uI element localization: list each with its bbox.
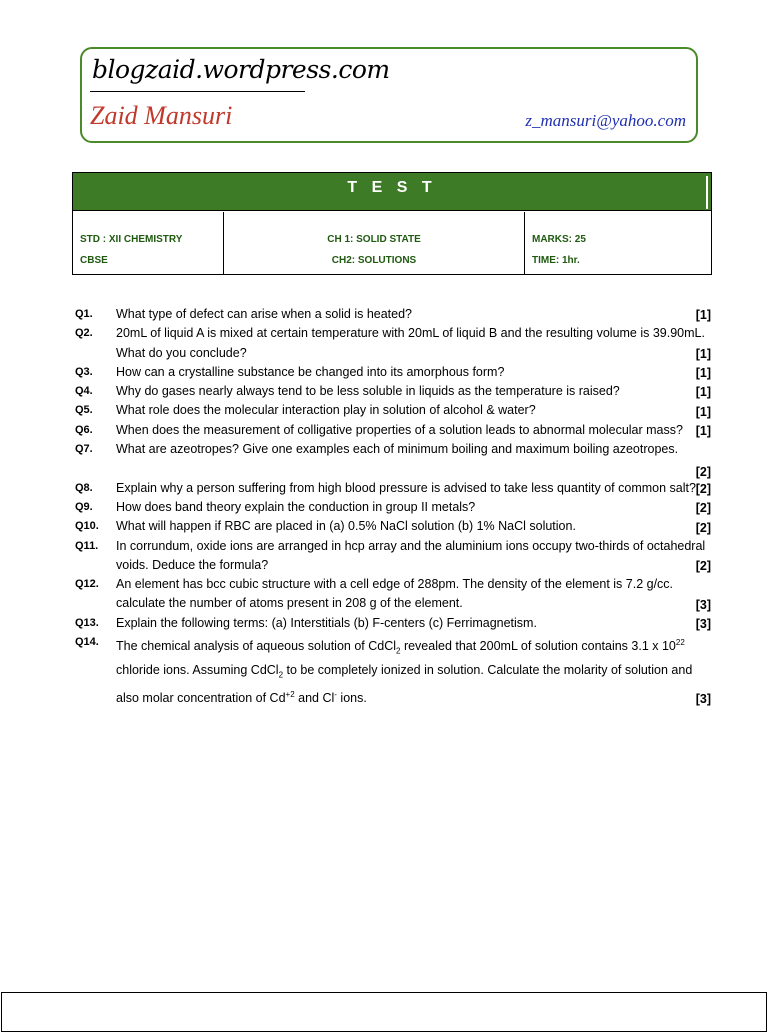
question-text-part: 2 (278, 670, 284, 680)
footer-box (1, 992, 767, 1032)
question-item (75, 614, 715, 633)
question-list (75, 305, 715, 708)
time-label: TIME: 1hr. (532, 255, 580, 266)
question-text: How can a crystalline substance be changed into its amorphous form? (116, 364, 505, 379)
question-number: Q2. (75, 327, 93, 340)
question-text: What will happen if RBC are placed in (a) 0.5% NaCl solution (b) 1% NaCl solution. (116, 519, 576, 534)
question-text: An element has bcc cubic structure with a cell edge of 288pm. The density of the element is 7.2 g/cc. calculate the number of atoms present in 208 g of the element. (116, 577, 674, 611)
question-text: How does band theory explain the conduction in group II metals? (116, 499, 476, 514)
question-marks: [1] (695, 366, 711, 381)
question-marks: [1] (695, 385, 711, 400)
header-box (80, 47, 698, 143)
marks-cell (525, 212, 711, 274)
question-item (75, 305, 715, 324)
question-number: Q9. (75, 500, 93, 513)
question-text-part: to be completely ionized in solution. Calculate the molarity of solution and also molar concentration of Cd (116, 663, 693, 705)
question-item (75, 575, 715, 614)
question-text (116, 633, 708, 708)
question-number: Q11. (75, 539, 99, 552)
question-item (75, 440, 715, 479)
chapter-cell (224, 212, 525, 274)
question-marks: [2] (695, 464, 711, 479)
question-text-part: revealed that 200mL of solution contains 3.1 x 10 (400, 639, 676, 654)
question-item (75, 382, 715, 401)
question-number: Q4. (75, 385, 93, 398)
marks-label: MARKS: 25 (532, 234, 586, 245)
question-item (75, 517, 715, 536)
question-number: Q12. (75, 578, 99, 591)
std-cell (73, 212, 224, 274)
question-marks: [3] (695, 617, 711, 632)
question-marks: [2] (695, 520, 711, 535)
question-marks: [3] (695, 692, 711, 707)
chapter-2: CH2: SOLUTIONS (331, 255, 417, 266)
author-email: z_mansuri@yahoo.com (525, 111, 686, 130)
test-title: T E S T (73, 173, 711, 211)
question-number: Q5. (75, 404, 93, 417)
question-number: Q13. (75, 616, 99, 629)
question-marks: [2] (695, 501, 711, 516)
question-item (75, 537, 715, 576)
question-number: Q10. (75, 520, 99, 533)
question-text-part: - (334, 689, 337, 699)
question-text: When does the measurement of colligative properties of a solution leads to abnormal molecular mass? (116, 422, 683, 437)
question-text-part: The chemical analysis of aqueous solution of CdCl (116, 639, 397, 654)
question-text: Explain why a person suffering from high blood pressure is advised to take less quantity of common salt? (116, 480, 696, 495)
question-text: What type of defect can arise when a solid is heated? (116, 307, 413, 321)
question-text: Why do gases nearly always tend to be less soluble in liquids as the temperature is raised? (116, 384, 620, 399)
std-label: STD : XII CHEMISTRY (80, 234, 183, 245)
question-text-part: 22 (675, 638, 685, 648)
question-text: What role does the molecular interaction play in solution of alcohol & water? (116, 403, 536, 418)
question-marks: [3] (695, 597, 711, 612)
question-text: What are azeotropes? Give one examples each of minimum boiling and maximum boiling azeotropes. (116, 442, 679, 457)
site-underline (90, 91, 305, 92)
question-item (75, 498, 715, 517)
question-marks: [1] (695, 308, 711, 323)
author-name: Zaid Mansuri (90, 101, 233, 130)
site-name: blogzaid.wordpress.com (92, 55, 390, 84)
question-text: In corrundum, oxide ions are arranged in hcp array and the aluminium ions occupy two-thirds of octahedral voids. Deduce the formula? (116, 538, 706, 572)
question-item (75, 421, 715, 440)
question-text-part: ions. (336, 690, 367, 705)
question-text: 20mL of liquid A is mixed at certain temperature with 20mL of liquid B and the resulting volume is 39.90mL. What do you conclude? (116, 326, 705, 360)
question-item (75, 363, 715, 382)
question-item (75, 401, 715, 420)
question-marks: [2] (695, 481, 711, 496)
board-label: CBSE (80, 255, 108, 266)
question-text-part: and Cl (294, 690, 335, 705)
question-marks: [1] (695, 424, 711, 439)
question-item (75, 633, 715, 708)
question-number: Q14. (75, 636, 99, 649)
question-marks: [1] (695, 346, 711, 361)
question-text-part: +2 (285, 689, 295, 699)
question-number: Q7. (75, 443, 93, 456)
question-number: Q3. (75, 365, 93, 378)
test-info-table (72, 172, 712, 275)
question-text: Explain the following terms: (a) Interstitials (b) F-centers (c) Ferrimagnetism. (116, 615, 537, 630)
question-number: Q8. (75, 481, 93, 494)
title-divider (706, 176, 708, 209)
question-number: Q6. (75, 423, 93, 436)
question-item (75, 324, 715, 363)
question-item (75, 479, 715, 498)
question-text-part: chloride ions. Assuming CdCl (116, 663, 279, 677)
chapter-1: CH 1: SOLID STATE (327, 234, 421, 245)
question-text-part: 2 (396, 646, 401, 656)
question-marks: [1] (695, 404, 711, 419)
question-marks: [2] (695, 559, 711, 574)
question-number: Q1. (75, 308, 93, 320)
